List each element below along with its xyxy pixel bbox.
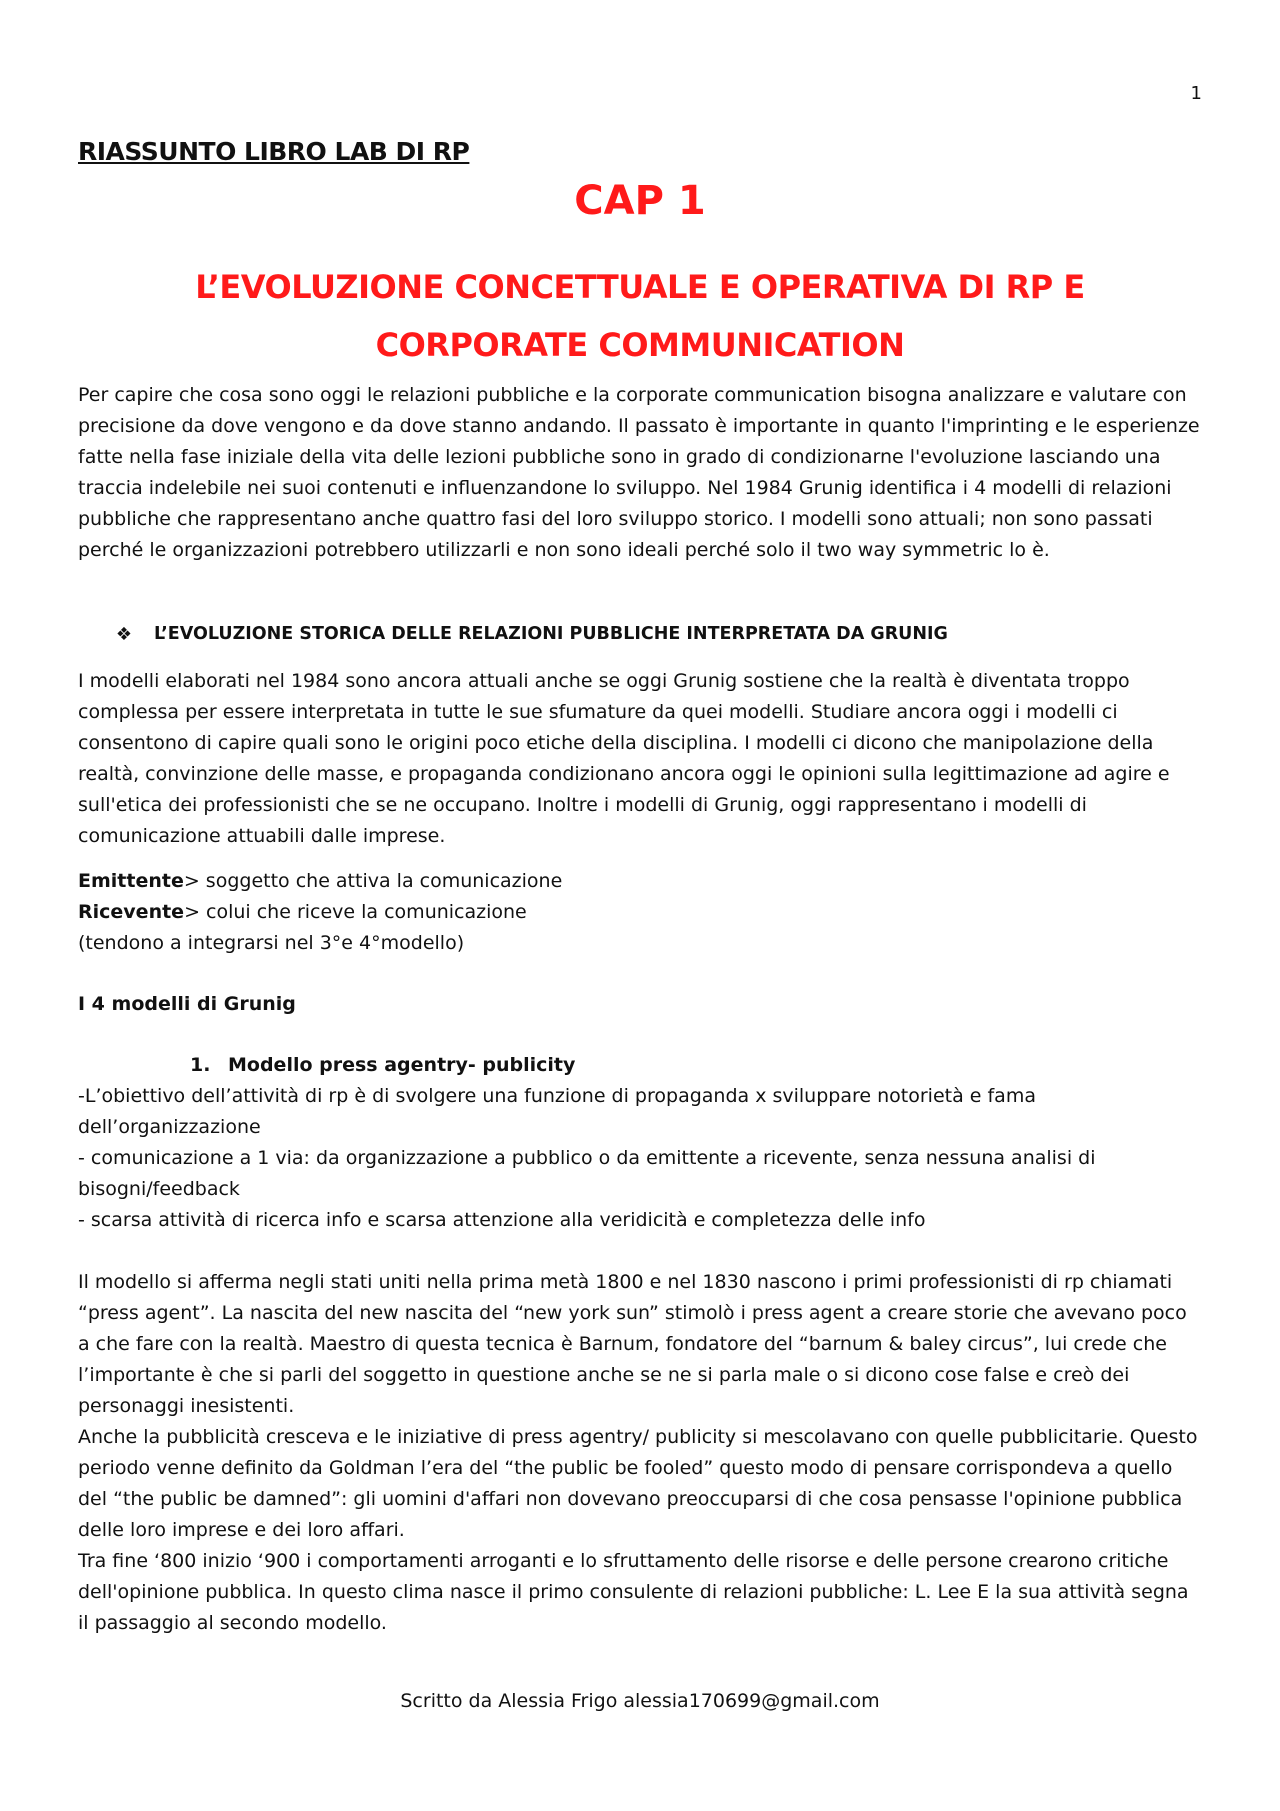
definition-term: Ricevente [78, 901, 185, 923]
chapter-number: CAP 1 [574, 178, 706, 224]
model-point: -L’obiettivo dell’attività di rp è di svolgere una funzione di propaganda x sviluppare notorietà e fama dell’organizzazione [78, 1085, 1036, 1138]
history-paragraph: Il modello si afferma negli stati uniti nella prima metà 1800 e nel 1830 nascono i primi professionisti di rp chiamati “press agent”. La nascita del new nascita del “new york sun” stimolò i press agent a creare storie che avevano poco a che fare con la realtà. Maestro di questa tecnica è Barnum, fondatore del “barnum & baley circus”, lui crede che l’importante è che si parli del soggetto in questione anche se ne si parla male o si dicono cose false e creò dei personaggi inesistenti. [78, 1271, 1187, 1417]
model-point: - scarsa attività di ricerca info e scarsa attenzione alla veridicità e completezza delle info [78, 1209, 926, 1231]
definition-note: (tendono a integrarsi nel 3°e 4°modello) [78, 932, 465, 954]
section-heading-text: L’EVOLUZIONE STORICA DELLE RELAZIONI PUBBLICHE INTERPRETATA DA GRUNIG [154, 623, 948, 644]
models-title: I 4 modelli di Grunig [78, 993, 296, 1015]
page-footer: Scritto da Alessia Frigo alessia170699@gmail.com [400, 1690, 880, 1712]
model-title: Modello press agentry- publicity [228, 1054, 576, 1076]
definitions [78, 866, 1202, 959]
definition-text: > soggetto che attiva la comunicazione [183, 870, 563, 892]
section-heading [78, 614, 1202, 654]
model-point: - comunicazione a 1 via: da organizzazione a pubblico o da emittente a ricevente, senza nessuna analisi di bisogni/feedback [78, 1147, 1096, 1200]
history-paragraph: Anche la pubblicità cresceva e le iniziative di press agentry/ publicity si mescolavano con quelle pubblicitarie. Questo periodo venne definito da Goldman l’era del “the public be fooled” questo modo di pensare corrispondeva a quello del “the public be damned”: gli uomini d'affari non dovevano preoccuparsi di che cosa pensasse l'opinione pubblica delle loro imprese e dei loro affari. [78, 1426, 1198, 1541]
intro-paragraph: Per capire che cosa sono oggi le relazioni pubbliche e la corporate communication bisogna analizzare e valutare con precisione da dove vengono e da dove stanno andando. Il passato è importante in quanto l'imprinting e le esperienze fatte nella fase iniziale della vita delle lezioni pubbliche sono in grado di condizionarne l'evoluzione lasciando una traccia indelebile nei suoi contenuti e influenzandone lo sviluppo. Nel 1984 Grunig identifica i 4 modelli di relazioni pubbliche che rappresentano anche quattro fasi del loro sviluppo storico. I modelli sono attuali; non sono passati perché le organizzazioni potrebbero utilizzarli e non sono ideali perché solo il two way symmetric lo è. [78, 384, 1200, 561]
definition-text: > colui che riceve la comunicazione [184, 901, 527, 923]
chapter-title: L’EVOLUZIONE CONCETTUALE E OPERATIVA DI RP E CORPORATE COMMUNICATION [195, 268, 1085, 364]
history-section [78, 1267, 1202, 1639]
history-paragraph: Tra fine ‘800 inizio ‘900 i comportamenti arroganti e lo sfruttamento delle risorse e delle persone crearono critiche dell'opinione pubblica. In questo clima nasce il primo consulente di relazioni pubbliche: L. Lee E la sua attività segna il passaggio al secondo modello. [78, 1550, 1189, 1634]
document-body [78, 380, 1202, 1639]
model-1-points [78, 1081, 1202, 1236]
diamond-bullet-icon: ❖ [115, 623, 132, 645]
definition-term: Emittente [78, 870, 184, 892]
definition-ricevente [78, 897, 1202, 928]
model-number: 1. [190, 1054, 211, 1076]
page-number: 1 [1190, 83, 1202, 104]
model-1-heading [78, 1050, 1202, 1081]
document-title: RIASSUNTO LIBRO LAB DI RP [78, 137, 470, 166]
models-paragraph: I modelli elaborati nel 1984 sono ancora attuali anche se oggi Grunig sostiene che la realtà è diventata troppo complessa per essere interpretata in tutte le sue sfumature da quei modelli. Studiare ancora oggi i modelli ci consentono di capire quali sono le origini poco etiche della disciplina. I modelli ci dicono che manipolazione della realtà, convinzione delle masse, e propaganda condizionano ancora oggi le opinioni sulla legittimazione ad agire e sull'etica dei professionisti che se ne occupano. Inoltre i modelli di Grunig, oggi rappresentano i modelli di comunicazione attuabili dalle imprese. [78, 670, 1170, 847]
definition-emittente [78, 866, 1202, 897]
